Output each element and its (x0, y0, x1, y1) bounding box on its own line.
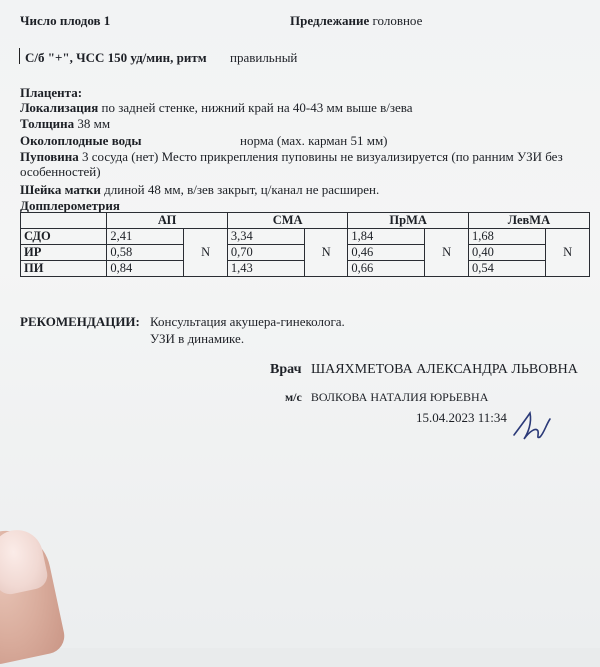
norm-cell: N (304, 229, 348, 277)
value-cell: 0,40 (468, 245, 545, 261)
recommendation-line: Консультация акушера-гинеколога. (150, 314, 345, 329)
presentation-label: Предлежание (290, 13, 370, 28)
value-cell: 3,34 (227, 229, 304, 245)
placenta-thickness (20, 116, 110, 131)
umbilical-cord (20, 149, 590, 179)
recommendation-line: УЗИ в динамике. (150, 331, 245, 346)
cervix (20, 182, 379, 197)
value-cell: 1,43 (227, 261, 304, 277)
recommendations-label: РЕКОМЕНДАЦИИ: (20, 314, 140, 329)
thick-value: 38 мм (77, 116, 111, 131)
column-header: ПрМА (348, 213, 469, 229)
norm-cell: N (546, 229, 590, 277)
column-header: СМА (227, 213, 348, 229)
cervix-value: длиной 48 мм, в/зев закрыт, ц/канал не расширен. (104, 182, 380, 197)
handwritten-signature (512, 405, 552, 445)
value-cell: 0,54 (468, 261, 545, 277)
thick-label: Толщина (20, 116, 75, 131)
water-value: норма (мах. карман 51 мм) (240, 133, 388, 148)
value-cell: 1,84 (348, 229, 425, 245)
cord-label: Пуповина (20, 149, 79, 164)
value-cell: 0,70 (227, 245, 304, 261)
doppler-header-row (21, 213, 590, 229)
header-empty-cell (21, 213, 107, 229)
presentation-value: головное (372, 13, 423, 28)
value-cell: 0,66 (348, 261, 425, 277)
doctor-label: Врач (270, 362, 302, 377)
doppler-title: Допплерометрия (20, 198, 120, 213)
column-header: ЛевМА (468, 213, 589, 229)
doppler-table (20, 212, 590, 277)
heartbeat-label: С/б "+", ЧСС 150 уд/мин, ритм (25, 50, 207, 65)
row-label: ИР (21, 245, 107, 261)
heartbeat-value: правильный (230, 50, 298, 65)
date-time: 15.04.2023 11:34 (416, 410, 507, 425)
value-cell: 0,46 (348, 245, 425, 261)
table-row (21, 229, 590, 245)
nurse-line (285, 390, 488, 405)
cervix-label: Шейка матки (20, 182, 101, 197)
nurse-label: м/с (285, 390, 302, 404)
presentation (290, 13, 422, 28)
value-cell: 0,58 (107, 245, 184, 261)
placenta-localization (20, 100, 413, 115)
value-cell: 2,41 (107, 229, 184, 245)
placenta-title: Плацента: (20, 85, 83, 100)
norm-cell: N (184, 229, 228, 277)
doctor-name: ШАЯХМЕТОВА АЛЕКСАНДРА ЛЬВОВНА (310, 362, 578, 377)
margin-bar (19, 48, 20, 64)
column-header: АП (107, 213, 228, 229)
loc-value: по задней стенке, нижний край на 40-43 мм выше в/зева (101, 100, 413, 115)
value-cell: 0,84 (107, 261, 184, 277)
fetus-count: Число плодов 1 (20, 13, 111, 28)
doctor-line (270, 362, 578, 377)
value-cell: 1,68 (468, 229, 545, 245)
row-label: ПИ (21, 261, 107, 277)
water-label: Околоплодные воды (20, 133, 142, 148)
cord-value: 3 сосуда (нет) Место прикрепления пуповины не визуализируется (по ранним УЗИ без особенностей) (20, 149, 563, 179)
norm-cell: N (425, 229, 469, 277)
loc-label: Локализация (20, 100, 99, 115)
nurse-name: ВОЛКОВА НАТАЛИЯ ЮРЬЕВНА (310, 390, 489, 404)
row-label: СДО (21, 229, 107, 245)
